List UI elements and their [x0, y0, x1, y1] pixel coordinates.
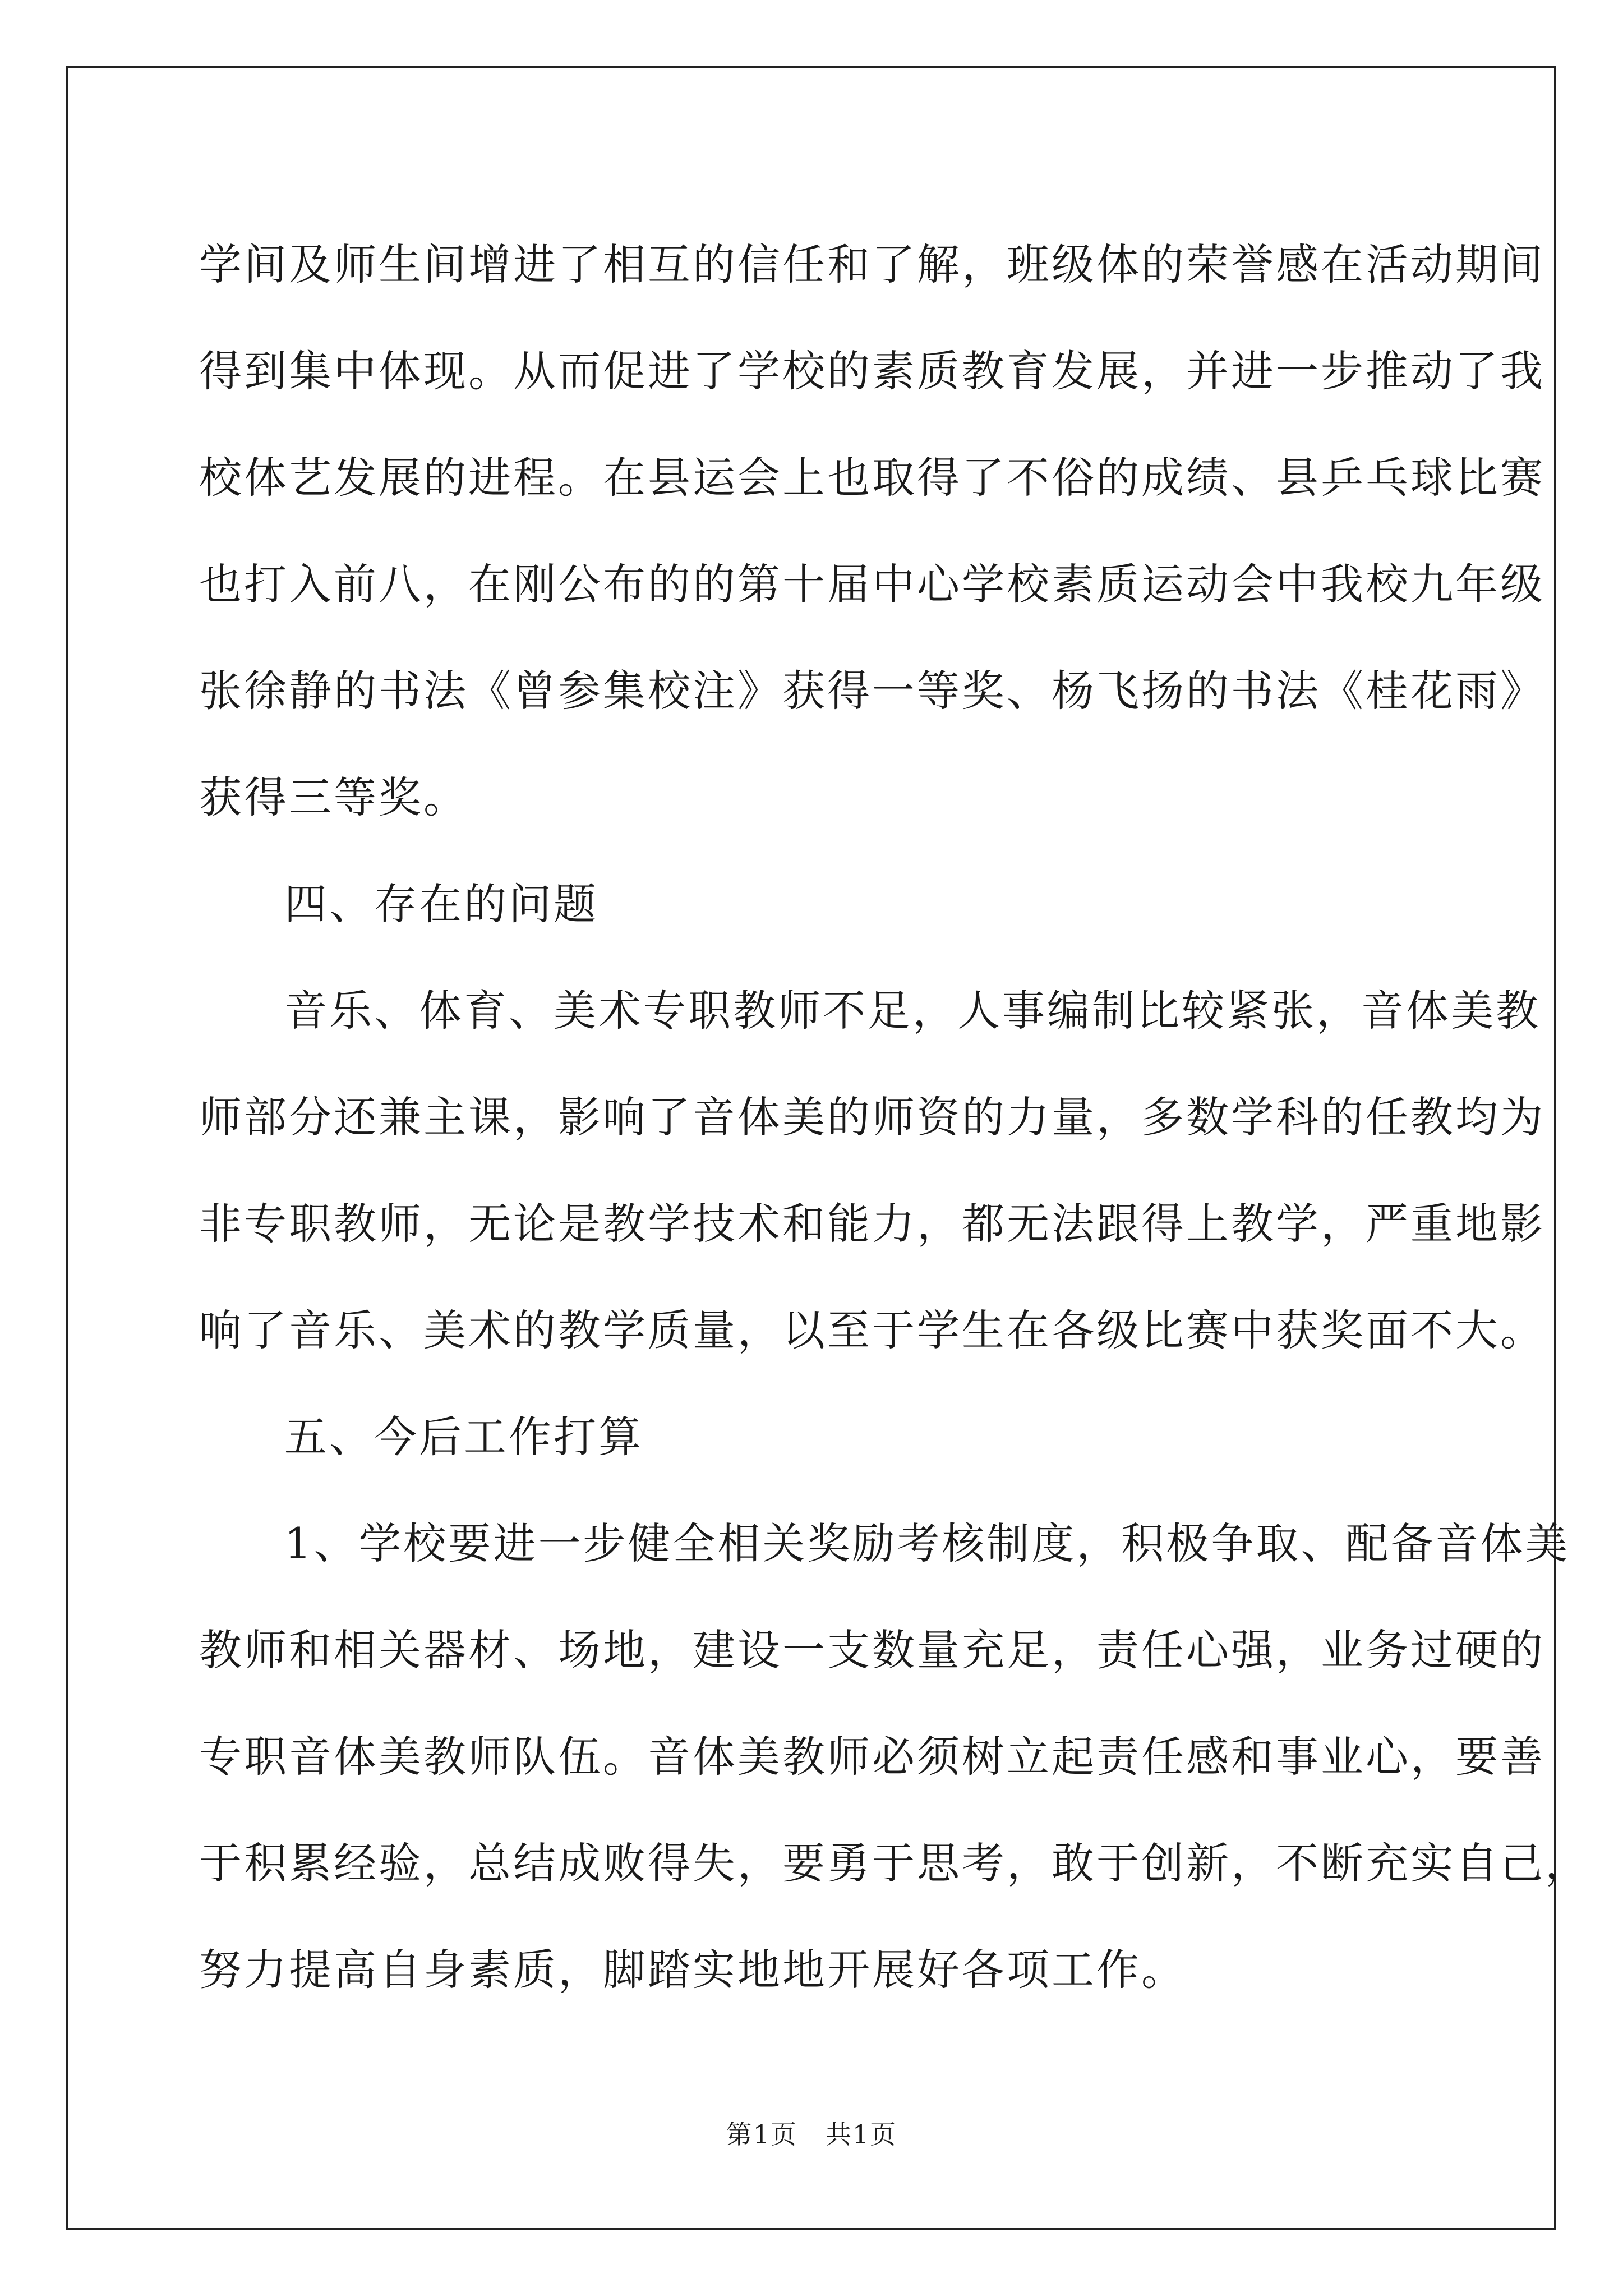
- text-line: 教师和相关器材、场地，建设一支数量充足，责任心强，业务过硬的: [199, 1625, 1545, 1675]
- text-line: 努力提高自身素质，脚踏实地地开展好各项工作。: [199, 1945, 1186, 1995]
- text-line: 学间及师生间增进了相互的信任和了解，班级体的荣誉感在活动期间: [199, 240, 1545, 289]
- text-line: 得到集中体现。从而促进了学校的素质教育发展，并进一步推动了我: [199, 346, 1545, 396]
- text-line: 获得三等奖。: [199, 772, 468, 822]
- text-line: 于积累经验，总结成败得失，要勇于思考，敢于创新，不断充实自己，: [199, 1838, 1590, 1888]
- text-line: 非专职教师，无论是教学技术和能力，都无法跟得上教学，严重地影: [199, 1199, 1545, 1249]
- text-line: 师部分还兼主课，影响了音体美的师资的力量，多数学科的任教均为: [199, 1092, 1545, 1142]
- text-line: 专职音体美教师队伍。音体美教师必须树立起责任感和事业心，要善: [199, 1732, 1545, 1782]
- section-heading: 五、今后工作打算: [284, 1412, 643, 1462]
- document-body: [199, 211, 1590, 2023]
- text-line: 响了音乐、美术的教学质量，以至于学生在各级比赛中获奖面不大。: [199, 1305, 1545, 1355]
- page-footer: [0, 2118, 1623, 2151]
- text-line: 音乐、体育、美术专职教师不足，人事编制比较紧张，音体美教: [284, 986, 1541, 1036]
- page-number: 第1页: [726, 2119, 797, 2150]
- text-line: 校体艺发展的进程。在县运会上也取得了不俗的成绩、县乒乓球比赛: [199, 453, 1545, 503]
- section-heading: 四、存在的问题: [284, 879, 598, 929]
- text-line: 1、学校要进一步健全相关奖励考核制度，积极争取、配备音体美: [284, 1519, 1570, 1568]
- page-total: 共1页: [826, 2119, 897, 2150]
- text-line: 也打入前八，在刚公布的的第十届中心学校素质运动会中我校九年级: [199, 559, 1545, 609]
- text-line: 张徐静的书法《曾参集校注》获得一等奖、杨飞扬的书法《桂花雨》: [199, 666, 1545, 716]
